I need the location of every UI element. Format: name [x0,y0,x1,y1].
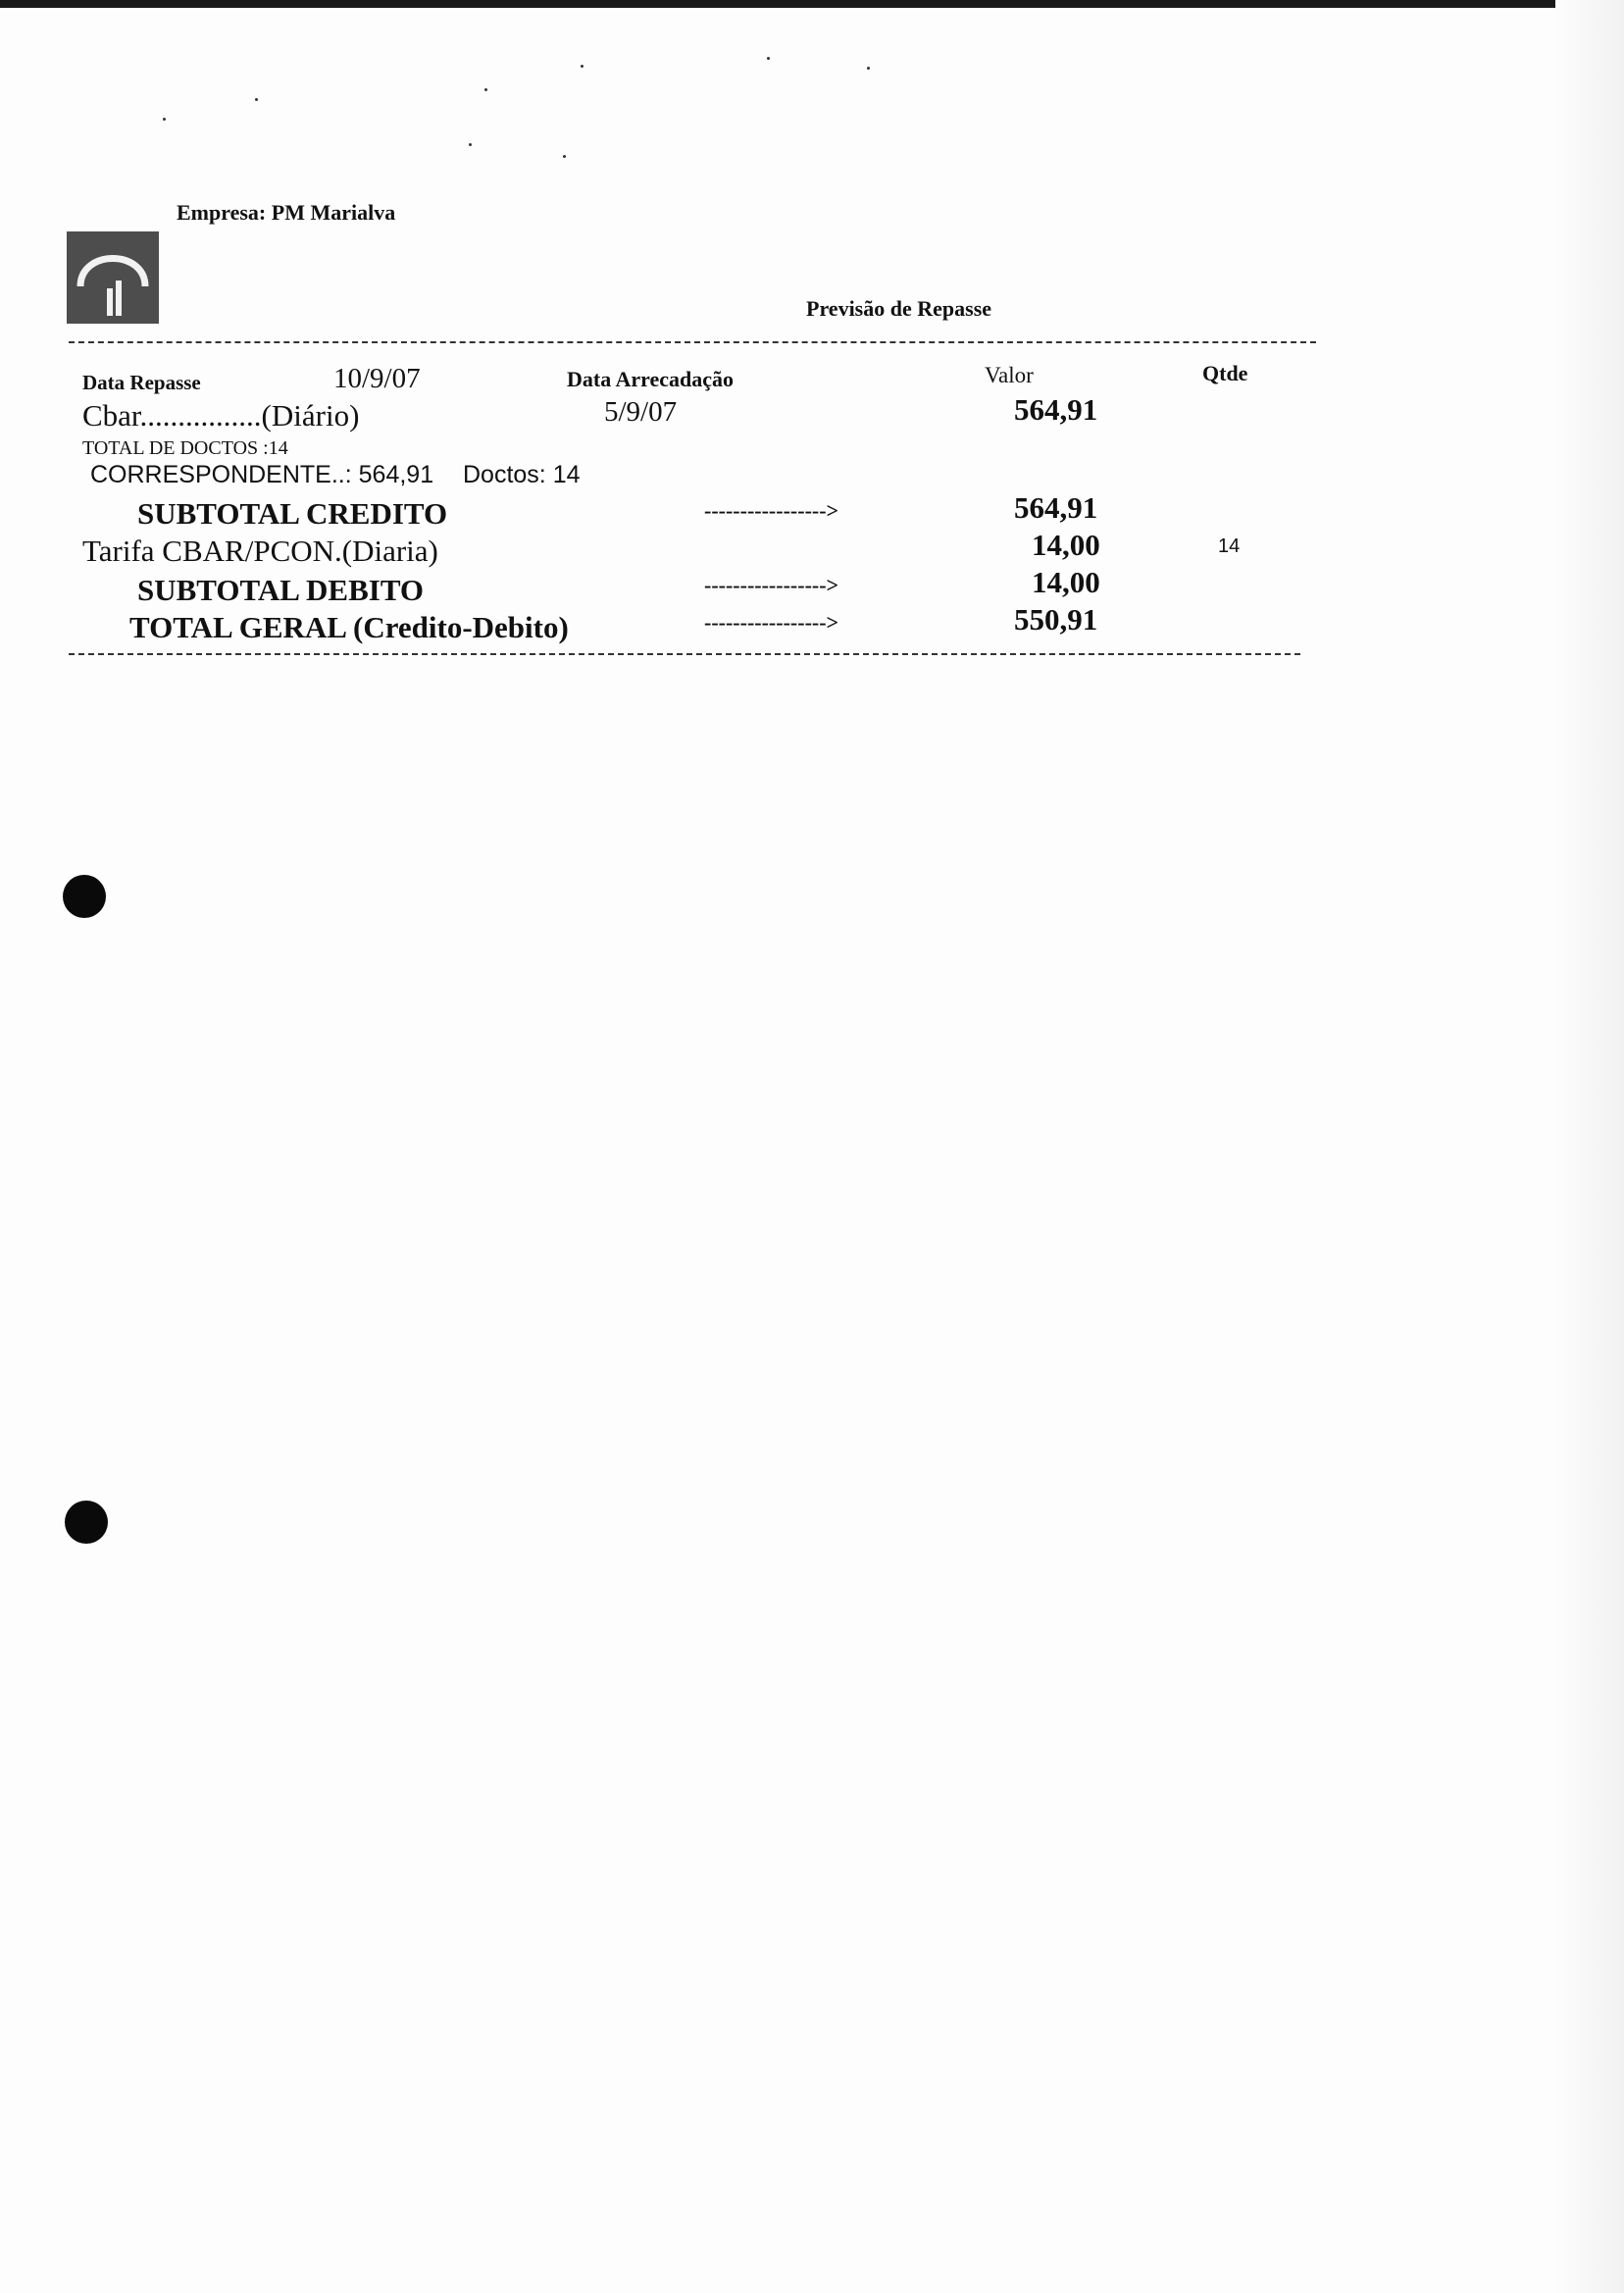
scan-speck [767,57,770,60]
scan-speck [163,118,166,121]
top-divider [69,341,1316,343]
scan-speck [469,143,472,146]
data-repasse-label: Data Repasse [82,371,201,394]
cbar-label: Cbar................(Diário) [82,398,360,433]
subtotal-debito-valor: 14,00 [1032,565,1100,599]
tarifa-label: Tarifa CBAR/PCON.(Diaria) [82,534,438,568]
total-geral-valor: 550,91 [1014,602,1098,637]
cbar-data-arrecadacao: 5/9/07 [604,396,678,428]
logo-graphic [67,231,159,324]
subtotal-credito-arrow: -----------------> [704,498,839,523]
punch-hole-icon [63,875,106,918]
punch-hole-icon [65,1501,108,1544]
bottom-divider [69,653,1300,655]
total-geral-label: TOTAL GERAL (Credito-Debito) [129,610,569,644]
subtotal-debito-arrow: -----------------> [704,573,839,597]
cbar-valor: 564,91 [1014,392,1098,427]
scan-speck [867,67,870,70]
subtotal-debito-label: SUBTOTAL DEBITO [137,573,425,607]
scan-speck [484,88,487,91]
scan-top-edge [0,0,1624,8]
total-geral-arrow: -----------------> [704,610,839,635]
scan-right-edge [1555,0,1624,2293]
valor-column-header: Valor [985,363,1034,387]
correspondente-doctos: Doctos: 14 [463,461,581,488]
tarifa-qtde: 14 [1218,535,1241,557]
bradesco-logo-icon [67,231,159,324]
scan-speck [255,98,258,101]
qtde-column-header: Qtde [1202,361,1248,385]
tarifa-valor: 14,00 [1032,528,1100,562]
data-repasse-value: 10/9/07 [333,363,421,394]
scan-speck [581,65,584,68]
subtotal-credito-valor: 564,91 [1014,490,1098,525]
data-arrecadacao-label: Data Arrecadação [567,367,735,391]
scan-speck [563,155,566,158]
document-title: Previsão de Repasse [806,296,992,321]
subtotal-credito-label: SUBTOTAL CREDITO [137,496,448,531]
total-doctos: TOTAL DE DOCTOS :14 [82,437,288,459]
correspondente-line: CORRESPONDENTE..: 564,91 [90,461,434,488]
empresa-label: Empresa: PM Marialva [177,200,396,225]
